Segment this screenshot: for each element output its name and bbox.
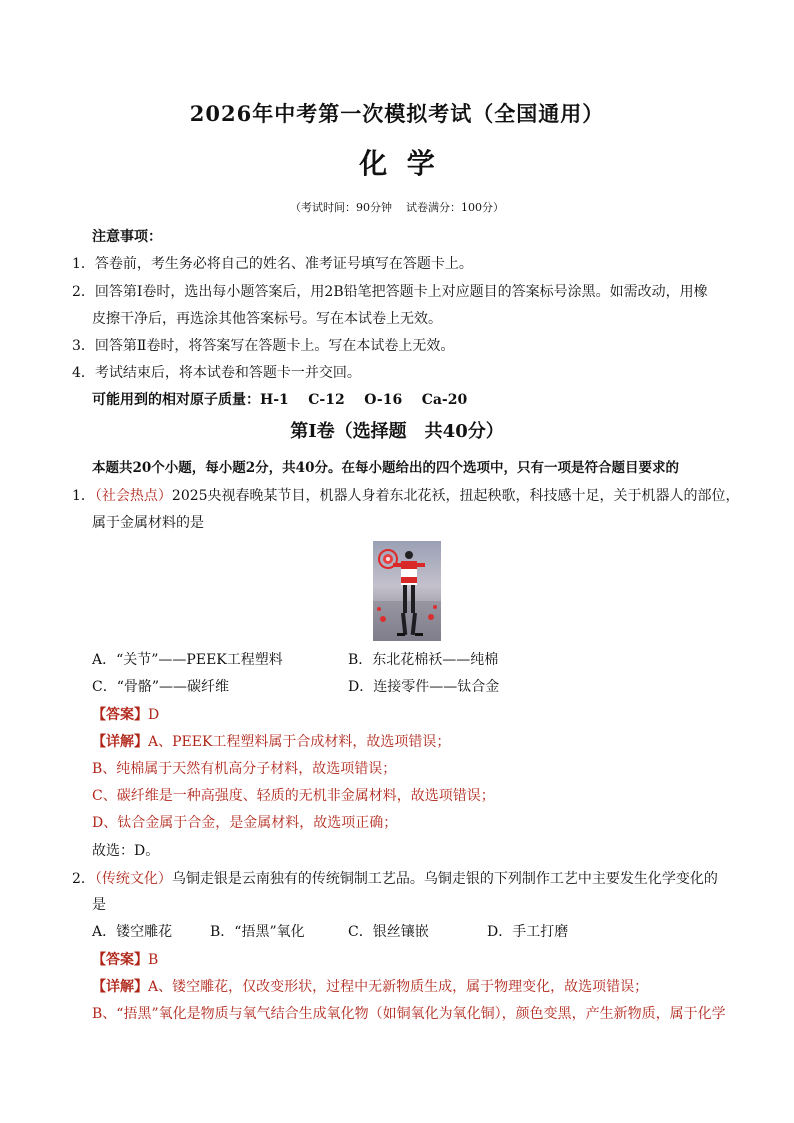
q2-answer-label: 【答案】 (92, 952, 148, 968)
notice-heading: 注意事项： (92, 229, 162, 245)
q1-stem-text: 2025央视春晚某节目，机器人身着东北花袄，扭起秧歌，科技感十足，关于机器人的部位， (171, 488, 740, 504)
exam-title: 2026年中考第一次模拟考试（全国通用） (189, 101, 605, 126)
q1-answer (92, 705, 159, 725)
q2-stem-line2: 是 (92, 897, 106, 913)
q2-option-d: D．手工打磨 (487, 924, 569, 940)
atomic-mass-line: 可能用到的相对原子质量：H-1 C-12 O-16 Ca-20 (92, 392, 468, 408)
notice-item-3: 3．回答第Ⅱ卷时，将答案写在答题卡上。写在本试卷上无效。 (72, 338, 455, 354)
q1-detail-text-1: A、PEEK工程塑料属于合成材料，故选项错误； (148, 734, 451, 750)
section-intro: 本题共20个小题，每小题2分，共40分。在每小题给出的四个选项中，只有一项是符合题目要求的 (92, 460, 679, 476)
q1-conclusion: 故选：D。 (92, 843, 160, 859)
q1-answer-label: 【答案】 (92, 707, 148, 723)
section-title: 第Ⅰ卷（选择题 共40分） (290, 421, 504, 442)
q1-answer-value: D (148, 707, 160, 723)
notice-item-2-cont: 皮擦干净后，再选涂其他答案标号。写在本试卷上无效。 (92, 311, 442, 327)
notice-item-4: 4．考试结束后，将本试卷和答题卡一并交回。 (72, 365, 361, 381)
subject-title: 化 学 (359, 147, 435, 180)
q2-detail-1 (92, 977, 648, 997)
q1-detail-2: B、纯棉属于天然有机高分子材料，故选项错误； (92, 761, 397, 777)
q2-stem-line1 (72, 869, 718, 889)
q1-detail-4: D、钛合金属于合金，是金属材料，故选项正确； (92, 815, 398, 831)
exam-meta: （考试时间：90分钟 试卷满分：100分） (290, 201, 504, 214)
q1-stem-line2: 属于金属材料的是 (92, 515, 204, 531)
q1-detail-1 (92, 732, 450, 752)
q1-detail-3: C、碳纤维是一种高强度、轻质的无机非金属材料，故选项错误； (92, 788, 495, 804)
q2-number: 2． (72, 871, 95, 887)
q2-stem-text: 乌铜走银是云南独有的传统铜制工艺品。乌铜走银的下列制作工艺中主要发生化学变化的 (171, 871, 718, 887)
q1-option-c: C．“骨骼”——碳纤维 (92, 679, 230, 695)
q2-tag: （传统文化） (94, 871, 172, 887)
q2-option-a: A．镂空雕花 (92, 924, 173, 940)
q2-option-b: B．“捂黑”氧化 (210, 924, 305, 940)
q1-stem-line1 (72, 486, 740, 506)
q2-detail-2: B、“捂黑”氧化是物质与氧气结合生成氧化物（如铜氧化为氧化铜），颜色变黑，产生新物质，属于化学 (92, 1006, 726, 1022)
q1-option-a: A．“关节”——PEEK工程塑料 (92, 652, 283, 668)
q1-option-d: D．连接零件——钛合金 (348, 679, 500, 695)
robot-illustration (373, 541, 441, 641)
q2-answer-value: B (148, 952, 159, 968)
q1-detail-label: 【详解】 (92, 734, 148, 750)
q2-detail-text-1: A、镂空雕花，仅改变形状，过程中无新物质生成，属于物理变化，故选项错误； (148, 979, 649, 995)
q1-option-b: B．东北花棉袄——纯棉 (348, 652, 499, 668)
q2-answer (92, 950, 158, 970)
q2-option-c: C．银丝镶嵌 (348, 924, 429, 940)
q2-detail-label: 【详解】 (92, 979, 148, 995)
q1-tag: （社会热点） (94, 488, 172, 504)
notice-item-2: 2．回答第Ⅰ卷时，选出每小题答案后，用2B铅笔把答题卡上对应题目的答案标号涂黑。如需改动，用橡 (72, 284, 708, 300)
robot-photo (373, 541, 441, 641)
notice-item-1: 1．答卷前，考生务必将自己的姓名、准考证号填写在答题卡上。 (72, 256, 473, 272)
q1-number: 1． (72, 488, 95, 504)
